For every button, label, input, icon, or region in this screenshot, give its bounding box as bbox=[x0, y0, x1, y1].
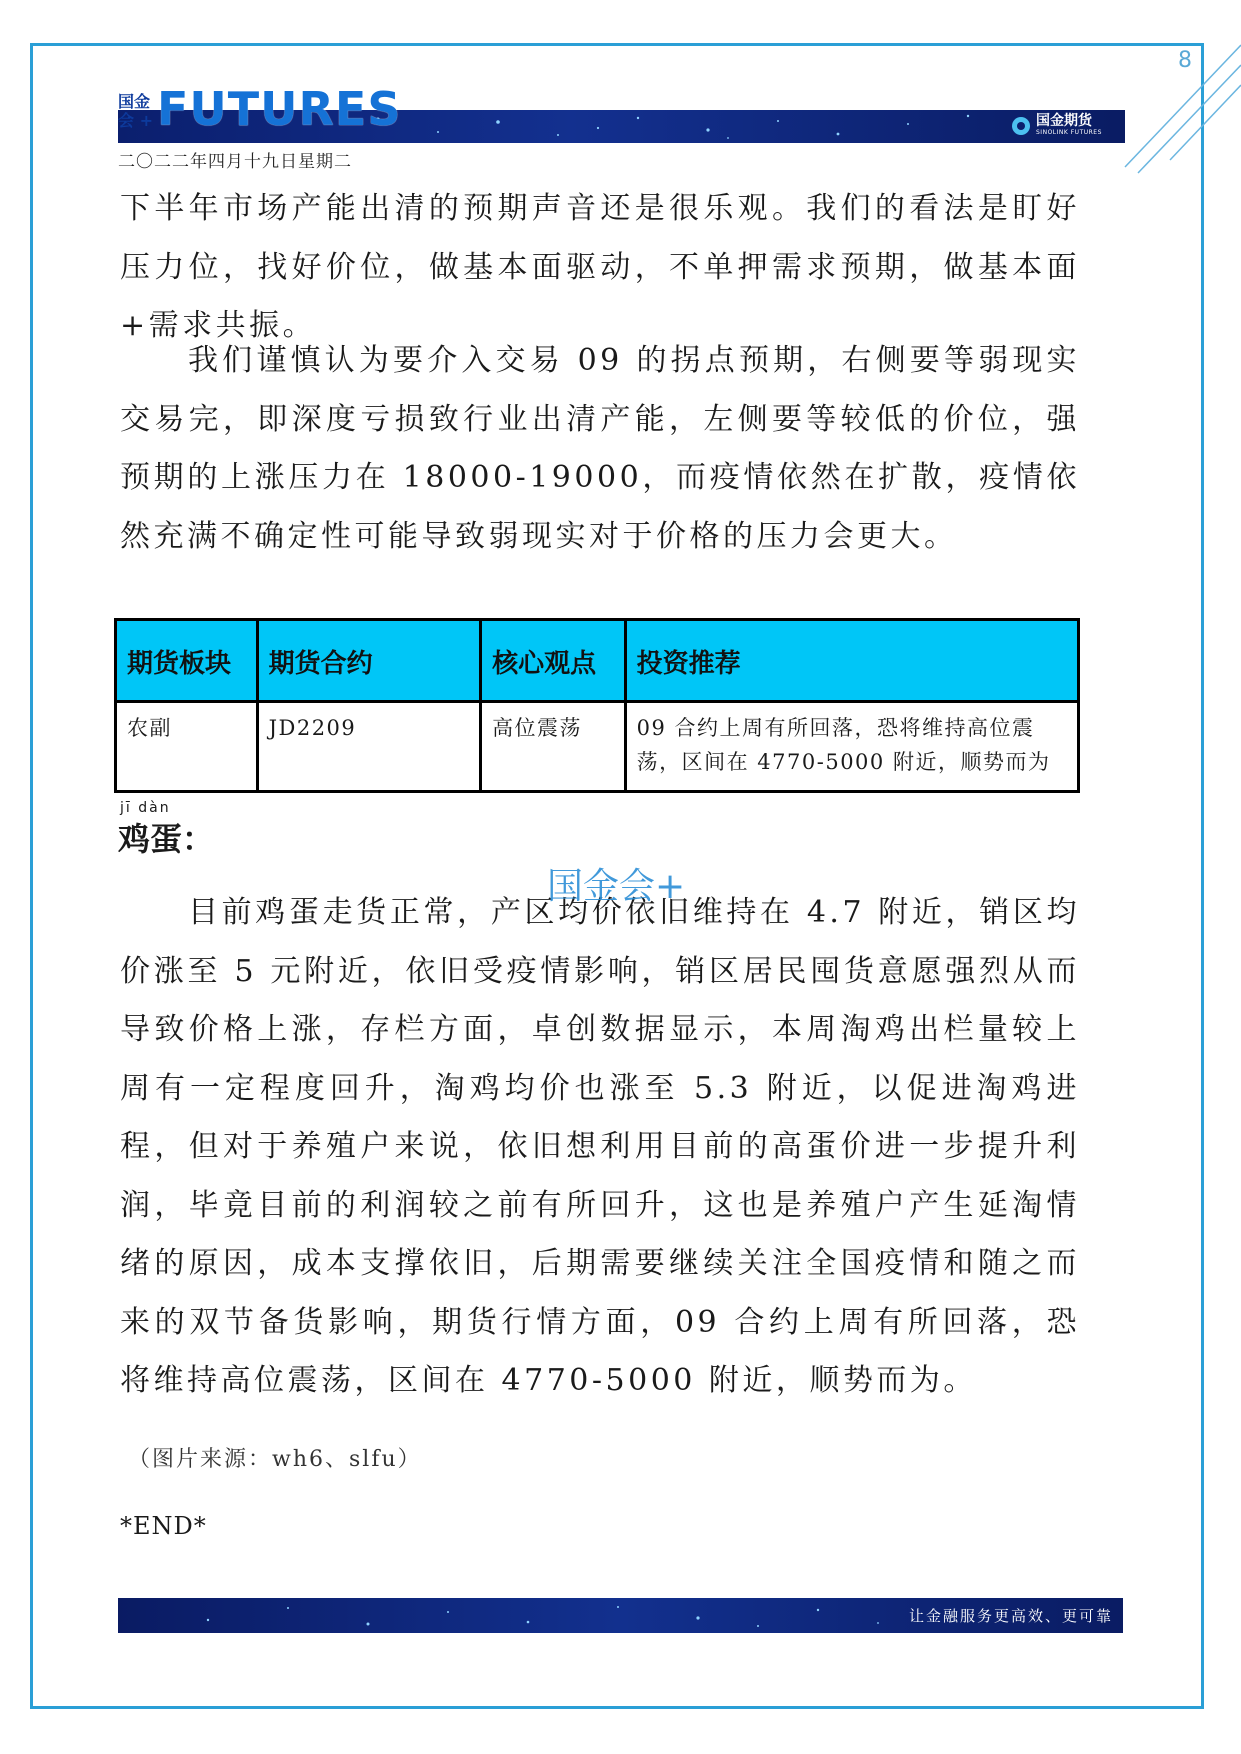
footer-slogan: 让金融服务更高效、更可靠 bbox=[908, 1607, 1113, 1625]
header-recommendation: 投资推荐 bbox=[625, 620, 1078, 702]
logo-cn: 国金 会 + bbox=[118, 92, 153, 130]
paragraph-egg: 目前鸡蛋走货正常，产区均价依旧维持在 4.7 附近，销区均价涨至 5 元附近，依旧受疫情影响，销区居民囤货意愿强烈从而导致价格上涨，存栏方面，卓创数据显示，本周淘鸡出栏量较上周有一定程度回升，淘鸡均价也涨至 5.3 附近，以促进淘鸡进程，但对于养殖户来说，依旧想利用目前的高蛋价进一步提升利润，毕竟目前的利润较之前有所回升，这也是养殖户产生延淘情绪的原因，成本支撑依旧，后期需要继续关注全国疫情和随之而来的双节备货影响，期货行情方面，09 合约上周有所回落，恐将维持高位震荡，区间在 4770-5000 附近，顺势而为。 bbox=[120, 895, 1080, 1398]
report-date: 二〇二二年四月十九日星期二 bbox=[118, 152, 352, 172]
views-table bbox=[114, 618, 1080, 793]
cell-contract: JD2209 bbox=[257, 702, 480, 792]
sinolink-logo-icon bbox=[1012, 117, 1030, 135]
section-title: 鸡蛋： bbox=[118, 820, 215, 858]
end-marker: *END* bbox=[120, 1512, 207, 1540]
corner-decoration bbox=[1110, 35, 1241, 175]
sinolink-logo bbox=[1012, 114, 1102, 137]
brand-cn: 国金期货 bbox=[1036, 113, 1092, 129]
header-sector: 期货板块 bbox=[116, 620, 258, 702]
brand-en: SINOLINK FUTURES bbox=[1036, 129, 1102, 136]
table-header-row bbox=[116, 620, 1079, 702]
logo-futures-text: FUTURES bbox=[156, 82, 402, 136]
watermark: 国金会+ bbox=[547, 866, 686, 907]
cell-core-view: 高位震荡 bbox=[481, 702, 626, 792]
header-contract: 期货合约 bbox=[257, 620, 480, 702]
header-core-view: 核心观点 bbox=[481, 620, 626, 702]
futures-logo bbox=[118, 82, 402, 136]
cell-recommendation: 09 合约上周有所回落，恐将维持高位震荡，区间在 4770-5000 附近，顺势而为 bbox=[625, 702, 1078, 792]
image-source: （图片来源：wh6、slfu） bbox=[128, 1447, 422, 1472]
footer-bar bbox=[118, 1598, 1123, 1633]
table-row bbox=[116, 702, 1079, 792]
paragraph-1: 下半年市场产能出清的预期声音还是很乐观。我们的看法是盯好压力位，找好价位，做基本面驱动，不单押需求预期，做基本面+需求共振。 bbox=[120, 191, 1080, 343]
paragraph-2: 我们谨慎认为要介入交易 09 的拐点预期，右侧要等弱现实交易完，即深度亏损致行业出清产能，左侧要等较低的价位，强预期的上涨压力在 18000-19000，而疫情依然在扩散，疫情依然充满不确定性可能导致弱现实对于价格的压力会更大。 bbox=[120, 343, 1080, 554]
page-number: 8 bbox=[1178, 48, 1192, 73]
cell-sector: 农副 bbox=[116, 702, 258, 792]
section-pinyin: jī dàn bbox=[120, 800, 171, 816]
